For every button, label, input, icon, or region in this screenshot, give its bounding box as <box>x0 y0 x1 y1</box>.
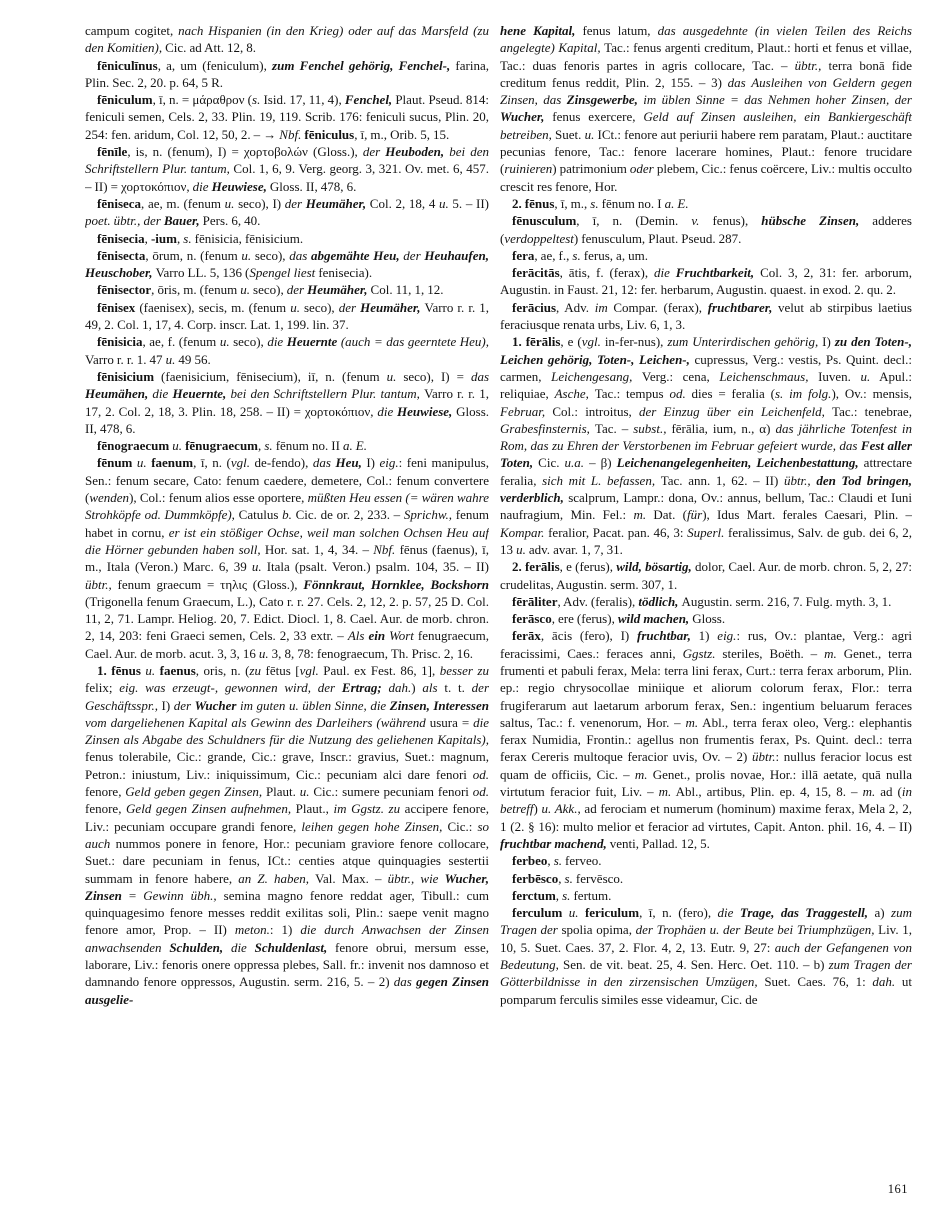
dictionary-entry: 1. fērālis, e (vgl. in-fer-nus), zum Unterirdischen gehörig, I) zu den Toten-, Leichen gehörig, Toten-, Leichen-, cupressus, Verg.: vestis, Ps. Quint. decl.: carmen, Leichengesang, Verg.: cena, Leichenschmaus, Iuven. u. Apul.: reliquiae, Asche, Tac.: tempus od. dies = feralia (s. im folg.), Ov.: mensis, Februar, Col.: introitus, der Einzug über ein Leichenfeld, Tac.: tenebrae, Grabesfinsternis, Tac. – subst., fērālia, ium, n., α) das jährliche Totenfest in Rom, das zu Ehren der Verstorbenen im Februar gefeiert wurde, das Fest aller Toten, Cic. u.a. – β) Leichenangelegenheiten, Leichenbestattung, attrectare feralia, sich mit L. befassen, Tac. ann. 1, 62. – II) übtr., den Tod bringen, verderblich, scalprum, Lampr.: dona, Ov.: annus, bellum, Tac.: Claudi et Iuni naufragium, Min. Fel.: m. Dat. (für), Idus Mart. ferales Caesari, Plin. – Kompar. feralior, Pacat. pan. 46, 3: Superl. feralissimus, Salv. de gub. dei 6, 2, 13 u. adv. avar. 1, 7, 31. <box>500 334 912 557</box>
dictionary-entry: fēnisex (faenisex), secis, m. (fenum u. seco), der Heumäher, Varro r. r. 1, 49, 2. Col. 1, 17, 4. Corp. inscr. Lat. 1, 199. lin. 37. <box>85 299 489 333</box>
dictionary-entry: ferāsco, ere (ferus), wild machen, Gloss. <box>512 611 726 627</box>
text-columns <box>85 22 912 1188</box>
dictionary-entry: fēnum u. faenum, ī, n. (vgl. de-fendo), das Heu, I) eig.: feni manipulus, Sen.: fenum secare, Cato: fenum caedere, demetere, Col.: fenum convertere (wenden), Col.: fenum alios esse oportere, müßten Heu essen (= wären wahre Strohköpfe od. Dummköpfe), Catulus b. Cic. de or. 2, 233. – Sprichw., fenum habet in cornu, er ist ein stößiger Ochse, weil man solchen Ochsen Heu auf die Hörner gebunden haben soll, Hor. sat. 1, 4, 34. – Nbf. fēnus (faenus), ī, m., Itala (Veron.) Marc. 6, 39 u. Itala (psalt. Veron.) psalm. 104, 35. – II) übtr., fenum graecum = τηλις (Gloss.), Fönnkraut, Hornklee, Bockshorn (Trigonella fenum Graecum, L.), Cato r. r. 27. Cels. 2, 12, 2. p. 57, 25 D. Col. 11, 2, 71. Lampr. Heliog. 20, 7. Edict. Diocl. 1, 8. Cael. Aur. de morb. chron. 2, 14, 203: feni Graeci semen, Cels. 2, 33 extr. – Als ein Wort fenugraecum, Cael. Aur. de morb. acut. 3, 3, 16 u. 3, 8, 78: fenograecum, Th. Prisc. 2, 16. <box>85 455 489 661</box>
dictionary-entry: 2. fēnus, ī, m., s. fēnum no. I a. E. <box>512 195 689 211</box>
dictionary-entry: fēnisicium (faenisicium, fēnisecium), iī, n. (fenum u. seco), I) = das Heumähen, die Heuernte, bei den Schriftstellern Plur. tantum, Varro r. r. 1, 17, 2. Col. 2, 18, 3. Plin. 18, 258. – II) = χορτοκόπιον, die Heuwiese, Gloss. II, 478, 6. <box>85 368 489 436</box>
left-column <box>85 22 489 1188</box>
dictionary-entry: hene Kapital, fenus latum, das ausgedehnte (in vielen Teilen des Reichs angelegte) Kapital, Tac.: fenus argenti creditum, Plaut.: horti et fenus et villae, Tac.: duas fenoris partes in agris collocare, Tac. – übtr., terra bonā fide creditum fenus reddit, Plin. 2, 155. – 3) das Ausleihen von Geldern gegen Zinsen, das Zinsgewerbe, im üblen Sinne = das Nehmen hoher Zinsen, der Wucher, fenus exercere, Geld auf Zinsen ausleihen, ein Bankiergeschäft betreiben, Suet. u. ICt.: fenore aut periurii habere rem paratam, Plaut.: auctitare pecunias fenore, Tac.: fenore lacerare homines, Plaut.: fenore trucidare (ruinieren) patrimonium oder plebem, Cic.: fenus coërcere, Liv.: multis occulto crescit res fenore, Hor. <box>500 23 912 194</box>
page-number: 161 <box>887 1182 908 1196</box>
dictionary-entry: fērāliter, Adv. (feralis), tödlich, Augustin. serm. 216, 7. Fulg. myth. 3, 1. <box>512 593 892 609</box>
dictionary-entry: fēnisicia, ae, f. (fenum u. seco), die Heuernte (auch = das geerntete Heu), Varro r. r. 1. 47 u. 49 56. <box>85 334 489 367</box>
dictionary-entry: ferbēsco, s. fervēsco. <box>512 870 624 886</box>
dictionary-entry: 1. fēnus u. faenus, oris, n. (zu fētus [vgl. Paul. ex Fest. 86, 1], besser zu felix; eig. was erzeugt-, gewonnen wird, der Ertrag; dah.) als t. t. der Geschäftsspr., I) der Wucher im guten u. üblen Sinne, die Zinsen, Interessen vom dargeliehenen Kapital als Gewinn des Darleihers (während usura = die Zinsen als Abgabe des Schuldners für die Nutzung des geliehenen Kapitals), fenus tolerabile, Cic.: grande, Cic.: grave, Inscr.: gravius, Suet.: magnum, Petron.: iniustum, Liv.: iniquissimum, Cic.: pecuniam alci dare fenori od. fenore, Geld geben gegen Zinsen, Plaut. u. Cic.: sumere pecuniam fenori od. fenore, Geld gegen Zinsen aufnehmen, Plaut., im Ggstz. zu accipere fenore, Liv.: pecuniam occupare grandi fenore, leihen gegen hohe Zinsen, Cic.: so auch nummos ponere in fenore, Hor.: pecuniam graviore fenore collocare, Suet.: dare pecuniam in fenus, ICt.: centies atque quinquagies sestertii summam in fenore habere, an Z. haben, Val. Max. – übtr., wie Wucher, Zinsen = Gewinn übh., semina magno fenore reddat ager, Tibull.: cum quinquagesimo fenore messes reddit exilitas soli, Plin.: saepe venit magno fenore amor, Prop. – II) meton.: 1) die durch Anwachsen der Zinsen anwachsenden Schulden, die Schuldenlast, fenore obrui, mersum esse, laborare, Liv.: fenoris onere oppressa plebes, Sall. fr.: invenit nos damnoso et damnando fenore oppressos, Augustin. serm. 216, 5. – 2) das gegen Zinsen ausgelie- <box>85 662 489 1007</box>
dictionary-entry: ferācius, Adv. im Compar. (ferax), fruchtbarer, velut ab stirpibus laetius feraciusque renata urbs, Liv. 6, 1, 3. <box>500 299 912 333</box>
dictionary-entry: fēnusculum, ī, n. (Demin. v. fenus), hübsche Zinsen, adderes (verdoppeltest) fenusculum, Plaut. Pseud. 287. <box>500 213 912 246</box>
dictionary-entry: ferbeo, s. ferveo. <box>512 853 602 869</box>
right-column <box>500 22 912 1188</box>
dictionary-entry: fēniculīnus, a, um (feniculum), zum Fenchel gehörig, Fenchel-, farina, Plin. Sec. 2, 20. p. 64, 5 R. <box>85 57 489 90</box>
dictionary-entry: fēniseca, ae, m. (fenum u. seco), I) der Heumäher, Col. 2, 18, 4 u. 5. – II) poet. übtr., der Bauer, Pers. 6, 40. <box>85 195 489 229</box>
dictionary-entry: fēnograecum u. fēnugraecum, s. fēnum no. II a. E. <box>97 438 367 454</box>
dictionary-entry: fēnisecta, ōrum, n. (fenum u. seco), das abgemähte Heu, der Heuhaufen, Heuschober, Varro LL. 5, 136 (Spengel liest fenisecia). <box>85 247 489 281</box>
dictionary-entry: ferāx, ācis (fero), I) fruchtbar, 1) eig.: rus, Ov.: plantae, Verg.: agri feracissimi, Caes.: feraces anni, Ggstz. steriles, Boëth. – m. Genet., terra frumenti et pabuli ferax, Mela: terra lini ferax, Curt.: terra ferax arborum, Plin. ep.: regio chrysocollae miniique et aliorum colorum ferax, Flor.: terra frugiferarum aut laetarum arborum ferax, Sen.: ingentium beluarum feraces saltus, Tac.: f. venenorum, Hor. – m. Abl., terra ferax oleo, Verg.: elephantis ferax Numidia, Frontin.: agellus non frumentis ferax, Ps. Quint. decl.: terra ferax Cereris multoque feracior uvis, Ov. – 2) übtr.: nullus feracior locus est quam de officiis, Cic. – m. Genet., prolis novae, Hor.: illā aetate, quā nulla virtutum feracior fuit, Liv. – m. Abl., artibus, Plin. ep. 4, 15, 8. – m. ad (in betreff) u. Akk., ad ferociam et numerum (hominum) maxime ferax, Mela 2, 2, 1 (2. § 16): multo melior et feracior ad virtutes, Capit. Anton. phil. 16, 4. – II) fruchtbar machend, venti, Pallad. 12, 5. <box>500 628 912 851</box>
dictionary-entry: 2. ferālis, e (ferus), wild, bösartig, dolor, Cael. Aur. de morb. chron. 5, 2, 27: crudelitas, Augustin. serm. 307, 1. <box>500 559 912 592</box>
dictionary-entry: ferculum u. fericulum, ī, n. (fero), die Trage, das Traggestell, a) zum Tragen der spolia opima, der Trophäen u. der Beute bei Triumphzügen, Liv. 1, 10, 5. Suet. Caes. 37, 2. Flor. 4, 2, 13. Eutr. 9, 27: auch der Gefangenen von Bedeutung, Sen. de vit. beat. 25, 4. Sen. Herc. Oet. 110. – b) zum Tragen der Götterbildnisse in den zirzensischen Umzügen, Suet. Caes. 76, 1: dah. ut pomparum ferculis similes esse videamur, Cic. de <box>500 905 912 1007</box>
dictionary-entry: fēnisecia, -ium, s. fēnisicia, fēnisicium. <box>97 230 304 246</box>
dictionary-entry: fēniculum, ī, n. = μάραθρον (s. Isid. 17, 11, 4), Fenchel, Plaut. Pseud. 814: feniculi semen, Cels. 2, 33. Plin. 19, 119. Scrib. 176: feniculi sucus, Plin. 20, 254: fen. aridum, Col. 12, 50, 2. – → Nbf. fēniculus, ī, m., Orib. 5, 15. <box>85 92 489 142</box>
dictionary-entry: campum cogitet, nach Hispanien (in den Krieg) oder auf das Marsfeld (zu den Komitien), Cic. ad Att. 12, 8. <box>85 23 489 56</box>
dictionary-entry: ferācitās, ātis, f. (ferax), die Fruchtbarkeit, Col. 3, 2, 31: fer. arborum, Augustin. in Faust. 21, 12: fer. herbarum, Augustin. quaest. in exod. 2. qu. 2. <box>500 265 912 298</box>
dictionary-entry: fēnīle, is, n. (fenum), I) = χορτοβολών (Gloss.), der Heuboden, bei den Schriftstellern Plur. tantum, Col. 1, 6, 9. Verg. georg. 3, 321. Ov. met. 6, 457. – II) = χορτοκόπιον, die Heuwiese, Gloss. II, 478, 6. <box>85 144 489 194</box>
dictionary-entry: fēnisector, ōris, m. (fenum u. seco), der Heumäher, Col. 11, 1, 12. <box>97 282 444 298</box>
dictionary-entry: ferctum, s. fertum. <box>512 887 612 903</box>
dictionary-entry: fera, ae, f., s. ferus, a, um. <box>512 247 648 263</box>
